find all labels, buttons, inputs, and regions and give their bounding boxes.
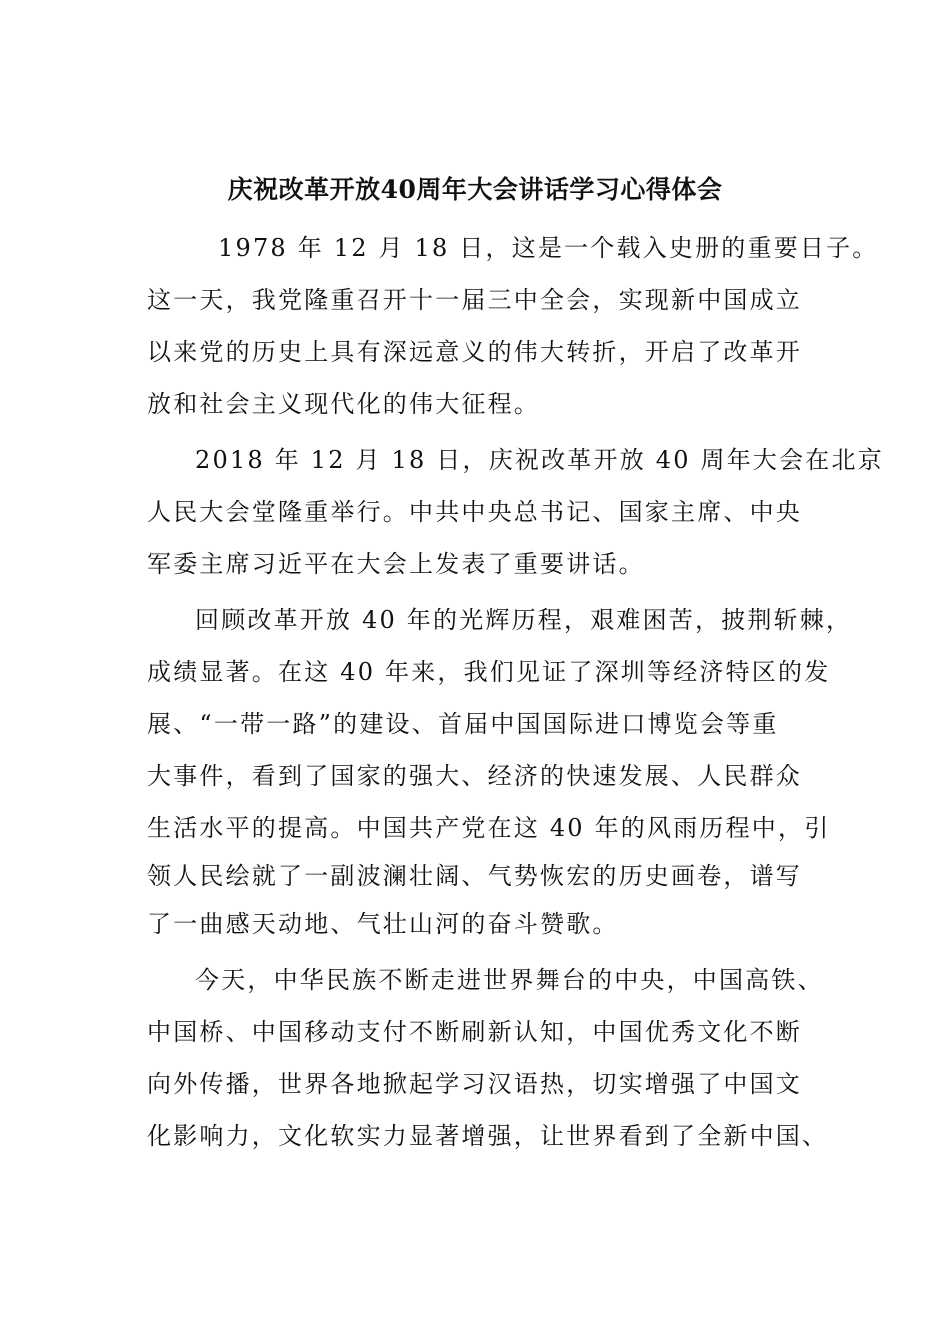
paragraph-3-line-4: 大事件，看到了国家的强大、经济的快速发展、人民群众 <box>147 762 802 790</box>
document-title: 庆祝改革开放40周年大会讲话学习心得体会 <box>227 175 723 204</box>
paragraph-3-line-7: 了一曲感天动地、气壮山河的奋斗赞歌。 <box>147 910 619 938</box>
paragraph-3-line-6: 领人民绘就了一副波澜壮阔、气势恢宏的历史画卷，谱写 <box>147 862 802 890</box>
paragraph-4-line-4: 化影响力，文化软实力显著增强，让世界看到了全新中国、 <box>147 1122 829 1150</box>
paragraph-1-line-3: 以来党的历史上具有深远意义的伟大转折，开启了改革开 <box>147 338 802 366</box>
paragraph-1-line-1: 1978 年 12 月 18 日，这是一个载入史册的重要日子。 <box>218 234 879 262</box>
paragraph-2-line-1: 2018 年 12 月 18 日，庆祝改革开放 40 周年大会在北京 <box>195 446 884 474</box>
paragraph-3-line-5: 生活水平的提高。中国共产党在这 40 年的风雨历程中，引 <box>147 814 831 842</box>
paragraph-3-line-3: 展、“一带一路”的建设、首届中国国际进口博览会等重 <box>147 710 779 738</box>
paragraph-2-line-3: 军委主席习近平在大会上发表了重要讲话。 <box>147 550 645 578</box>
paragraph-1-line-4: 放和社会主义现代化的伟大征程。 <box>147 390 540 418</box>
paragraph-1-line-2: 这一天，我党隆重召开十一届三中全会，实现新中国成立 <box>147 286 802 314</box>
paragraph-4-line-2: 中国桥、中国移动支付不断刷新认知，中国优秀文化不断 <box>147 1018 802 1046</box>
paragraph-2-line-2: 人民大会堂隆重举行。中共中央总书记、国家主席、中央 <box>147 498 802 526</box>
paragraph-4-line-1: 今天，中华民族不断走进世界舞台的中央，中国高铁、 <box>195 966 824 994</box>
paragraph-3-line-1: 回顾改革开放 40 年的光辉历程，艰难困苦，披荆斩棘， <box>195 606 853 634</box>
paragraph-3-line-2: 成绩显著。在这 40 年来，我们见证了深圳等经济特区的发 <box>147 658 831 686</box>
paragraph-4-line-3: 向外传播，世界各地掀起学习汉语热，切实增强了中国文 <box>147 1070 802 1098</box>
